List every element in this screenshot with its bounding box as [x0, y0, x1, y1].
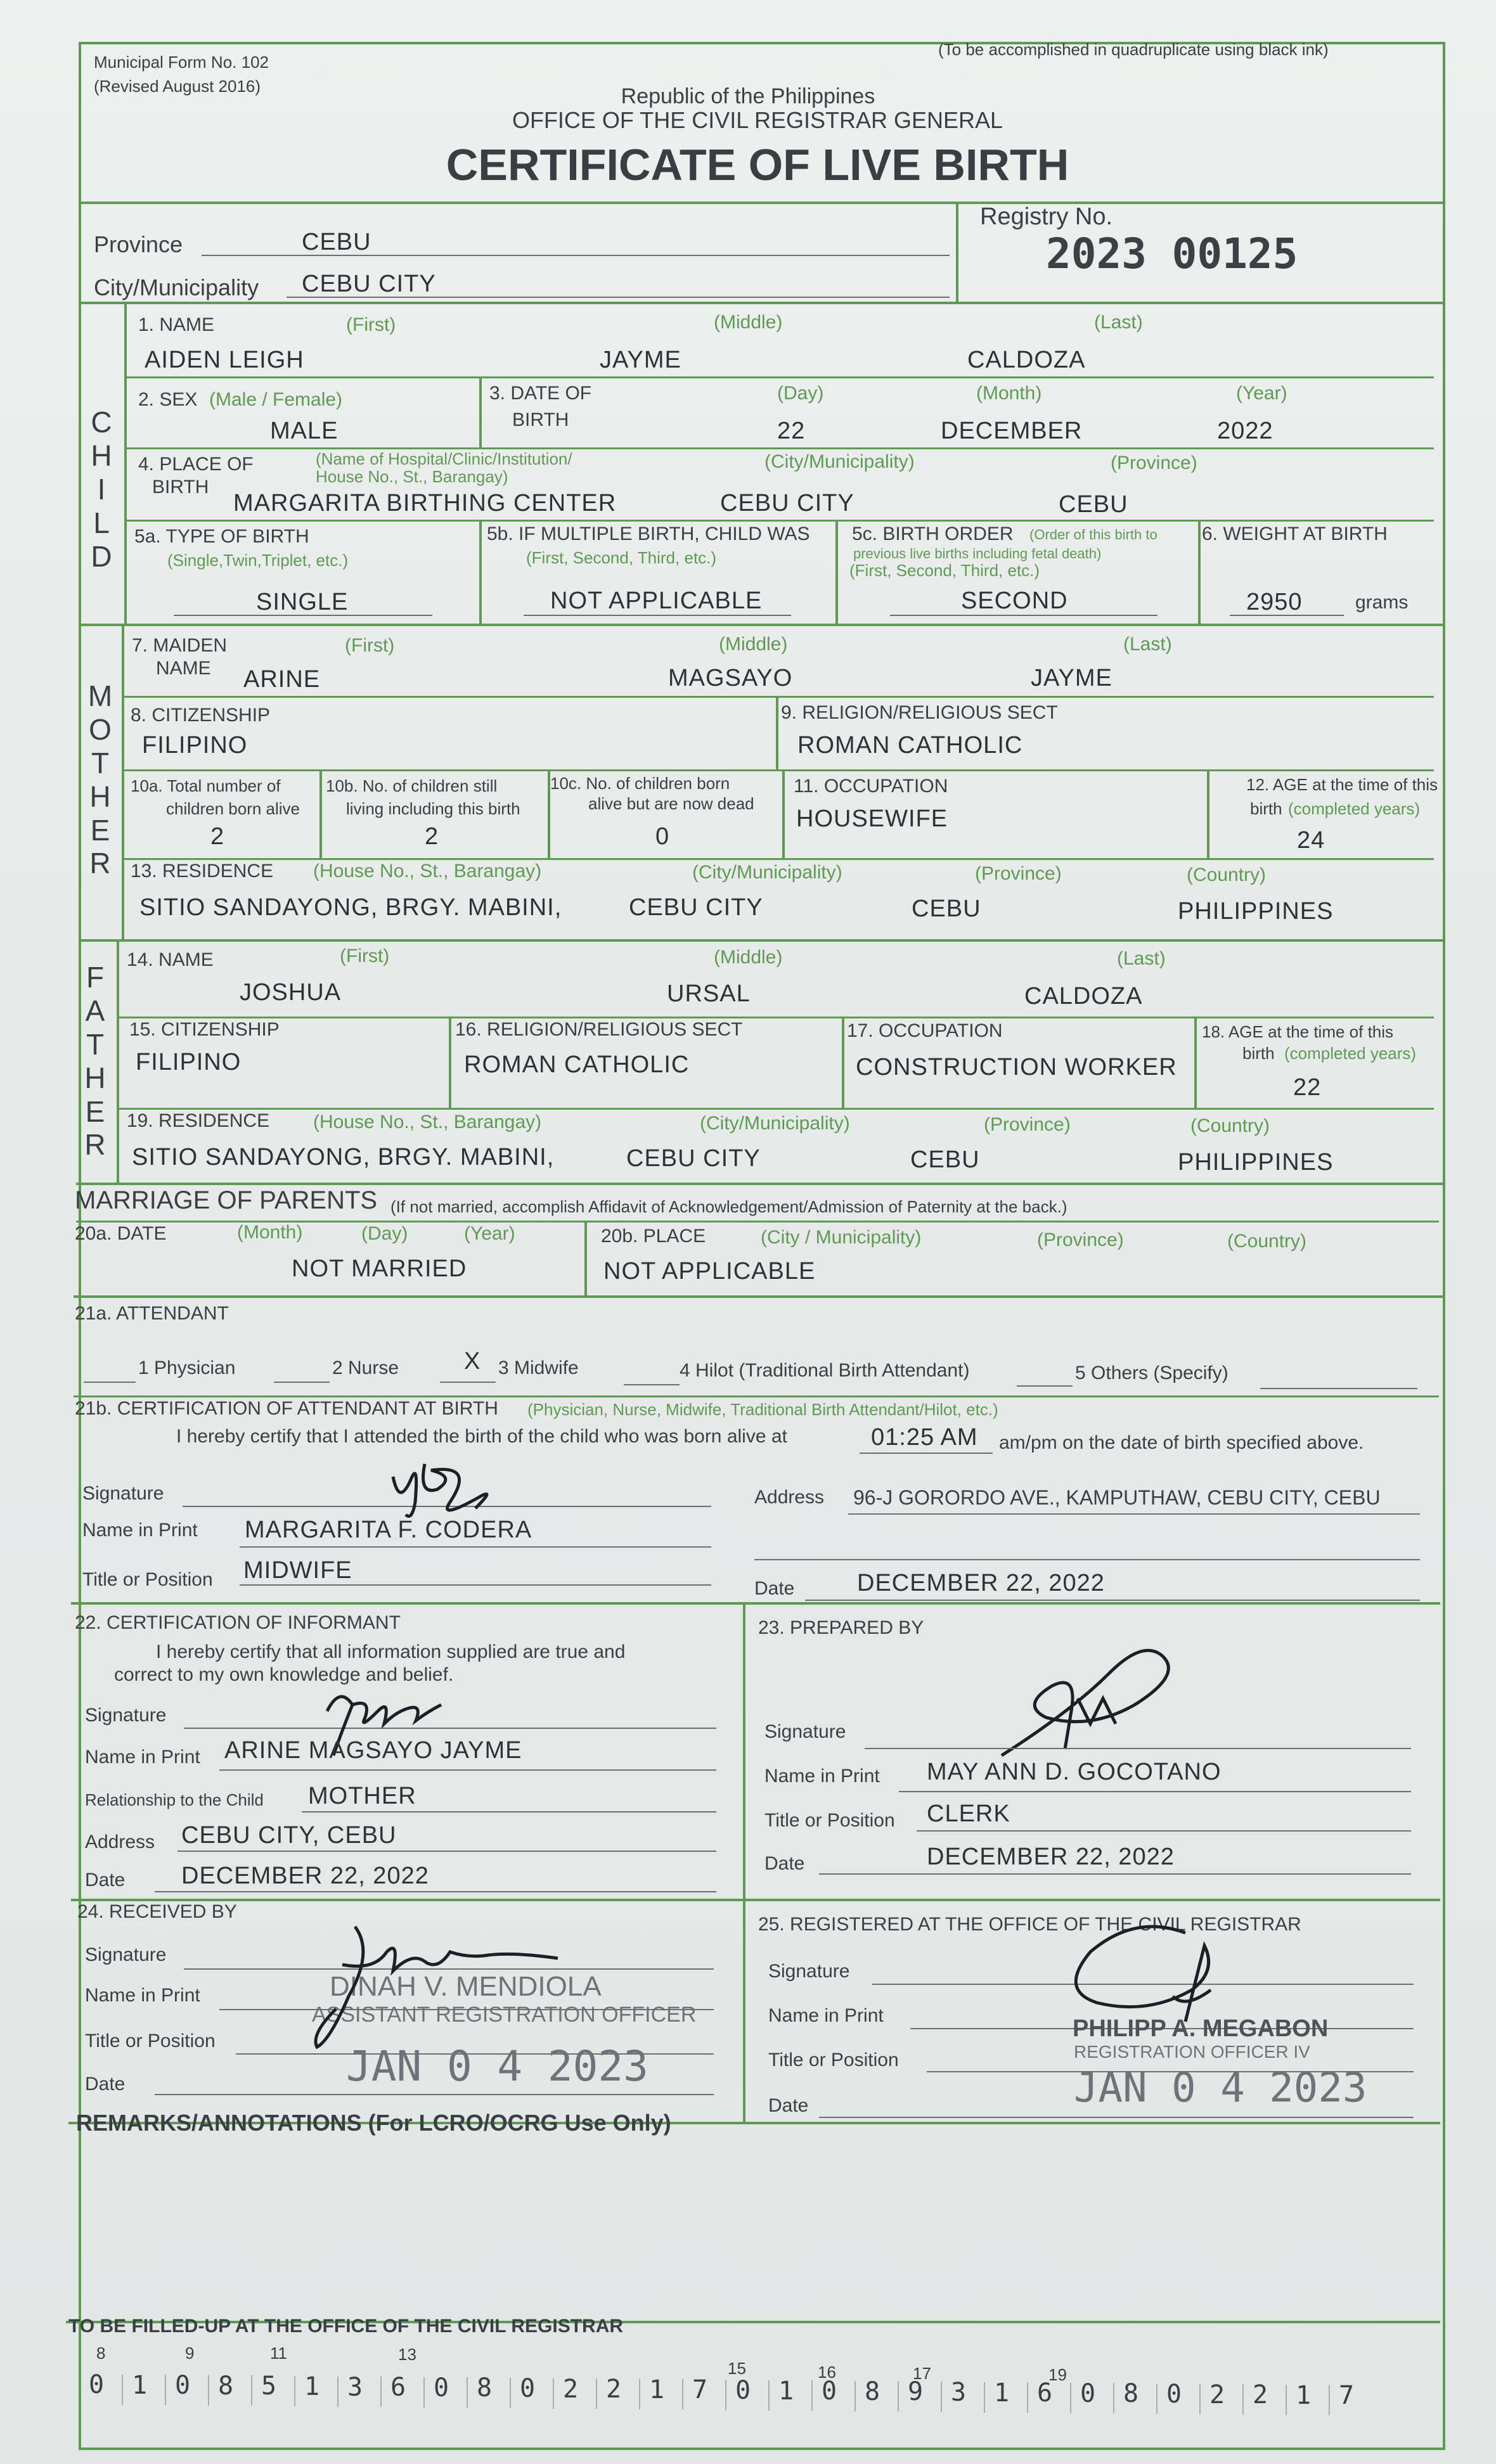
prepared-signature-mark [995, 1635, 1185, 1762]
mother-living-label: 10b. No. of children still [326, 776, 498, 795]
footer-code-digits [89, 2370, 1382, 2415]
footer-code-digit: 2 [606, 2375, 622, 2404]
footer-digit-separator [423, 2377, 425, 2408]
child-type-value: SINGLE [256, 589, 349, 615]
mother-first-label: (First) [345, 635, 395, 656]
prepared-title-label: Title or Position [764, 1810, 895, 1831]
mother-name-label: 7. MAIDEN [132, 635, 228, 656]
child-multiple-hint: (First, Second, Third, etc.) [526, 548, 717, 567]
father-section-label: F A T H E R [84, 961, 106, 1162]
mother-age-hint: (completed years) [1288, 799, 1421, 818]
city-label: City/Municipality [94, 274, 259, 300]
registered-name-label: Name in Print [768, 2005, 884, 2026]
registered-stamp-name: PHILIPP A. MEGABON [1073, 2015, 1329, 2042]
mother-dead-label-2: alive but are now dead [588, 794, 754, 813]
child-order-hint: (Order of this birth to [1029, 527, 1157, 542]
prepared-signature-label: Signature [764, 1721, 846, 1742]
father-first-label: (First) [340, 946, 390, 966]
child-month-label: (Month) [976, 383, 1042, 404]
father-middle-name: URSAL [667, 980, 751, 1007]
child-weight-label: 6. WEIGHT AT BIRTH [1202, 523, 1388, 544]
prepared-name-label: Name in Print [764, 1766, 880, 1787]
attendant-check-mark: X [464, 1348, 481, 1375]
mother-house-label: (House No., St., Barangay) [313, 861, 542, 882]
footer-code-digit: 0 [520, 2374, 536, 2403]
attendant-option-hilot[interactable]: 4 Hilot (Traditional Birth Attendant) [680, 1360, 970, 1381]
child-pob-label: 4. PLACE OF [138, 454, 254, 475]
child-name-label: 1. NAME [138, 314, 215, 335]
footer-field-number: 9 [185, 2344, 195, 2363]
mother-alive-label: 10a. Total number of [131, 776, 281, 795]
child-order-hint-3: (First, Second, Third, etc.) [849, 561, 1040, 580]
prepared-label: 23. PREPARED BY [758, 1617, 924, 1638]
prepared-date-value: DECEMBER 22, 2022 [927, 1844, 1175, 1870]
footer-digit-separator [941, 2382, 942, 2412]
informant-text: I hereby certify that all information supplied are true and [156, 1641, 626, 1662]
informant-label: 22. CERTIFICATION OF INFORMANT [75, 1612, 401, 1633]
attendant-cert-hint: (Physician, Nurse, Midwife, Traditional Birth Attendant/Hilot, etc.) [527, 1400, 998, 1419]
prepared-name-value: MAY ANN D. GOCOTANO [927, 1759, 1222, 1785]
attendant-date-value: DECEMBER 22, 2022 [857, 1570, 1105, 1596]
child-section-label: C H I L D [91, 406, 112, 573]
child-birth-year: 2022 [1217, 418, 1274, 444]
mother-first-name: ARINE [243, 666, 321, 693]
footer-digit-separator [984, 2382, 985, 2413]
attendant-title-value: MIDWIFE [243, 1557, 352, 1584]
footer-code-digit: 6 [390, 2373, 406, 2403]
registered-stamp-title: REGISTRATION OFFICER IV [1074, 2042, 1310, 2062]
marriage-country-label: (Country) [1227, 1231, 1307, 1252]
mother-name-label-2: NAME [156, 658, 211, 679]
footer-code-digit: 0 [735, 2376, 751, 2405]
footer-digit-separator [596, 2378, 597, 2409]
informant-address-value: CEBU CITY, CEBU [181, 1822, 397, 1849]
child-type-label: 5a. TYPE OF BIRTH [134, 526, 309, 547]
remarks-label: REMARKS/ANNOTATIONS (For LCRO/OCRG Use Only) [76, 2110, 671, 2136]
father-house-label: (House No., St., Barangay) [313, 1112, 542, 1133]
footer-digit-separator [1070, 2383, 1071, 2413]
registry-label: Registry No. [980, 203, 1113, 230]
footer-code-digit: 8 [865, 2377, 880, 2406]
attendant-title-label: Title or Position [82, 1569, 213, 1590]
received-name-label: Name in Print [85, 1985, 200, 2006]
mother-occupation-value: HOUSEWIFE [796, 805, 948, 832]
attendant-signature-mark [380, 1451, 513, 1527]
received-title-label: Title or Position [85, 2031, 216, 2051]
attendant-cert-text: I hereby certify that I attended the birth of the child who was born alive at [176, 1426, 787, 1447]
child-pob-place: MARGARITA BIRTHING CENTER [233, 490, 617, 517]
form-number: Municipal Form No. 102 [94, 53, 269, 72]
mother-province-label: (Province) [975, 863, 1062, 884]
child-pob-province-label: (Province) [1111, 452, 1197, 473]
registered-date-label: Date [768, 2095, 809, 2116]
child-weight-unit: grams [1355, 592, 1409, 613]
mother-residence-city: CEBU CITY [629, 894, 763, 921]
mother-living-value: 2 [425, 823, 439, 850]
father-occupation-label: 17. OCCUPATION [847, 1020, 1003, 1041]
father-residence-city: CEBU CITY [626, 1145, 761, 1172]
registered-title-label: Title or Position [768, 2050, 899, 2070]
child-first-name: AIDEN LEIGH [145, 347, 304, 373]
received-signature-mark [304, 1914, 571, 2060]
received-stamp-title: ASSISTANT REGISTRATION OFFICER [312, 2003, 697, 2027]
marriage-date-label: 20a. DATE [75, 1223, 167, 1244]
footer-digit-separator [122, 2375, 123, 2405]
father-province-label: (Province) [984, 1114, 1071, 1135]
footer-code-digit: 0 [1080, 2378, 1096, 2408]
informant-relationship-value: MOTHER [308, 1783, 416, 1809]
father-residence-province: CEBU [910, 1146, 980, 1173]
child-sex-hint: (Male / Female) [209, 389, 343, 410]
father-last-label: (Last) [1117, 948, 1166, 969]
father-name-label: 14. NAME [127, 949, 214, 970]
attendant-name-value: MARGARITA F. CODERA [245, 1517, 532, 1543]
attendant-address-label: Address [754, 1487, 825, 1508]
footer-code-digit: 2 [1253, 2380, 1268, 2410]
child-multiple-label: 5b. IF MULTIPLE BIRTH, CHILD WAS [487, 523, 810, 544]
marriage-city-label: (City / Municipality) [761, 1227, 922, 1248]
informant-name-label: Name in Print [85, 1747, 200, 1768]
mother-age-value: 24 [1297, 827, 1325, 854]
mother-city-label: (City/Municipality) [692, 862, 842, 883]
father-citizenship-label: 15. CITIZENSHIP [129, 1019, 280, 1040]
informant-address-label: Address [85, 1832, 155, 1852]
footer-code-digit: 0 [434, 2373, 449, 2403]
child-dob-label: 3. DATE OF [489, 383, 592, 404]
footer-code-digit: 3 [347, 2372, 363, 2402]
footer-field-number: 19 [1048, 2365, 1067, 2384]
mother-religion-value: ROMAN CATHOLIC [797, 732, 1023, 759]
footer-digit-separator [725, 2380, 726, 2410]
mother-section-label: M O T H E R [87, 679, 113, 880]
mother-living-label-2: living including this birth [346, 799, 520, 818]
footer-digit-separator [1156, 2384, 1157, 2414]
mother-residence-label: 13. RESIDENCE [131, 861, 274, 882]
child-birth-month: DECEMBER [941, 418, 1083, 444]
attendant-date-label: Date [754, 1578, 795, 1599]
attendant-option-midwife[interactable]: 3 Midwife [498, 1357, 579, 1378]
child-middle-label: (Middle) [714, 312, 783, 333]
father-occupation-value: CONSTRUCTION WORKER [856, 1054, 1177, 1081]
footer-digit-separator [898, 2381, 899, 2411]
child-multiple-value: NOT APPLICABLE [550, 587, 763, 614]
child-order-label: 5c. BIRTH ORDER [852, 523, 1014, 544]
child-middle-name: JAYME [600, 347, 681, 373]
document-title: CERTIFICATE OF LIVE BIRTH [446, 140, 1069, 189]
mother-residence-province: CEBU [912, 895, 981, 922]
footer-digit-separator [510, 2378, 511, 2408]
marriage-place-label: 20b. PLACE [601, 1226, 706, 1247]
informant-text-2: correct to my own knowledge and belief. [114, 1664, 454, 1685]
child-last-label: (Last) [1094, 312, 1143, 333]
attendant-cert-text-2: am/pm on the date of birth specified above. [999, 1432, 1364, 1453]
footer-field-number: 8 [96, 2344, 106, 2363]
footer-code-digit: 0 [1166, 2380, 1182, 2409]
child-pob-hint: (Name of Hospital/Clinic/Institution/ [316, 449, 572, 468]
informant-date-value: DECEMBER 22, 2022 [181, 1863, 429, 1889]
footer-code-digit: 1 [649, 2375, 665, 2404]
footer-field-number: 16 [818, 2363, 836, 2382]
footer-code-digit: 7 [692, 2375, 708, 2405]
attendant-option-nurse[interactable]: 2 Nurse [332, 1357, 399, 1378]
footer-digit-separator [208, 2375, 209, 2406]
attendant-label: 21a. ATTENDANT [75, 1303, 229, 1324]
child-order-hint-2: previous live births including fetal death) [853, 546, 1102, 561]
footer-code-digit: 6 [1037, 2378, 1053, 2408]
father-age-value: 22 [1293, 1074, 1322, 1101]
footer-code-digit: 8 [1123, 2379, 1139, 2409]
footer-digit-separator [251, 2375, 252, 2406]
marriage-day-label: (Day) [361, 1223, 408, 1244]
footer-code-digit: 2 [563, 2374, 579, 2404]
footer-digit-separator [165, 2375, 166, 2405]
footer-code-digit: 1 [1296, 2380, 1312, 2410]
footer-code-digit: 1 [304, 2372, 320, 2401]
marriage-month-label: (Month) [237, 1222, 303, 1243]
received-stamp-date: JAN 0 4 2023 [346, 2042, 648, 2091]
informant-date-label: Date [85, 1870, 126, 1890]
footer-label: TO BE FILLED-UP AT THE OFFICE OF THE CIVIL REGISTRAR [68, 2316, 624, 2337]
received-stamp-name: DINAH V. MENDIOLA [330, 1971, 602, 2002]
mother-dead-value: 0 [655, 823, 670, 850]
father-first-name: JOSHUA [240, 979, 342, 1006]
prepared-date-label: Date [764, 1853, 805, 1874]
child-pob-label-2: BIRTH [152, 477, 209, 497]
child-year-label: (Year) [1236, 383, 1287, 404]
footer-digit-separator [467, 2377, 468, 2408]
mother-alive-label-2: children born alive [166, 799, 300, 818]
father-age-label-2: birth [1242, 1044, 1275, 1063]
footer-digit-separator [811, 2380, 813, 2411]
city-value: CEBU CITY [302, 271, 436, 297]
child-pob-hint-2: House No., St., Barangay) [316, 467, 508, 486]
mother-alive-value: 2 [210, 823, 225, 850]
father-city-label: (City/Municipality) [700, 1113, 850, 1134]
footer-field-number: 11 [270, 2344, 287, 2363]
footer-digit-separator [639, 2379, 640, 2409]
prepared-title-value: CLERK [927, 1800, 1010, 1827]
marriage-note: (If not married, accomplish Affidavit of Acknowledgement/Admission of Paternity at the back.) [390, 1197, 1067, 1216]
mother-occupation-label: 11. OCCUPATION [794, 776, 948, 797]
footer-field-number: 13 [398, 2345, 416, 2364]
office-label: OFFICE OF THE CIVIL REGISTRAR GENERAL [512, 107, 1003, 133]
marriage-year-label: (Year) [464, 1223, 515, 1244]
father-middle-label: (Middle) [714, 947, 783, 968]
footer-code-digit: 1 [994, 2378, 1010, 2408]
child-type-hint: (Single,Twin,Triplet, etc.) [167, 551, 349, 570]
received-label: 24. RECEIVED BY [77, 1901, 237, 1922]
marriage-province-label: (Province) [1037, 1229, 1124, 1250]
footer-code-digit: 8 [218, 2371, 234, 2401]
child-dob-label-2: BIRTH [512, 409, 569, 430]
mother-middle-label: (Middle) [719, 634, 788, 655]
footer-field-number: 17 [913, 2364, 931, 2383]
child-first-label: (First) [346, 314, 396, 335]
footer-digit-separator [1329, 2385, 1330, 2415]
footer-code-digit: 9 [908, 2377, 924, 2407]
registered-signature-label: Signature [768, 1961, 850, 1982]
father-last-name: CALDOZA [1024, 983, 1143, 1010]
form-revision: (Revised August 2016) [94, 77, 261, 96]
received-signature-label: Signature [85, 1944, 167, 1965]
footer-digit-separator [1286, 2385, 1287, 2415]
footer-code-digit: 0 [175, 2371, 191, 2401]
child-day-label: (Day) [777, 383, 824, 404]
mother-citizenship-label: 8. CITIZENSHIP [131, 705, 271, 726]
footer-digit-separator [380, 2377, 382, 2407]
mother-residence-country: PHILIPPINES [1178, 898, 1334, 925]
child-sex-value: MALE [270, 418, 339, 444]
footer-digit-separator [854, 2381, 856, 2411]
father-residence-country: PHILIPPINES [1178, 1149, 1334, 1176]
attendant-birth-time: 01:25 AM [871, 1424, 978, 1451]
child-order-value: SECOND [961, 587, 1068, 614]
province-label: Province [94, 231, 183, 257]
republic-label: Republic of the Philippines [621, 84, 875, 108]
footer-digit-separator [1242, 2384, 1244, 2415]
attendant-signature-label: Signature [82, 1483, 164, 1504]
received-date-label: Date [85, 2074, 126, 2095]
footer-code-digit: 5 [261, 2371, 277, 2401]
footer-field-number: 15 [728, 2359, 746, 2378]
province-value: CEBU [302, 229, 371, 255]
father-religion-value: ROMAN CATHOLIC [464, 1051, 690, 1078]
mother-last-label: (Last) [1123, 634, 1172, 655]
mother-religion-label: 9. RELIGION/RELIGIOUS SECT [781, 702, 1058, 723]
attendant-option-physician[interactable]: 1 Physician [138, 1357, 236, 1378]
father-citizenship-value: FILIPINO [136, 1049, 242, 1075]
footer-code-digit: 1 [132, 2370, 148, 2400]
marriage-place-value: NOT APPLICABLE [603, 1258, 816, 1285]
footer-digit-separator [682, 2379, 683, 2409]
form-instruction: (To be accomplished in quadruplicate using black ink) [938, 40, 1329, 59]
footer-code-digit: 3 [951, 2378, 967, 2407]
footer-code-digit: 1 [778, 2376, 794, 2406]
mother-middle-name: MAGSAYO [668, 665, 793, 691]
registry-number: 2023 00125 [1046, 229, 1298, 278]
mother-country-label: (Country) [1187, 864, 1267, 885]
marriage-title: MARRIAGE OF PARENTS [75, 1186, 378, 1214]
father-religion-label: 16. RELIGION/RELIGIOUS SECT [455, 1019, 743, 1040]
child-weight-value: 2950 [1246, 589, 1303, 615]
child-pob-city: CEBU CITY [720, 490, 854, 517]
mother-age-label-2: birth [1250, 799, 1282, 818]
attendant-option-others[interactable]: 5 Others (Specify) [1075, 1363, 1228, 1383]
informant-relationship-label: Relationship to the Child [85, 1790, 264, 1809]
registered-label: 25. REGISTERED AT THE OFFICE OF THE CIVIL REGISTRAR [758, 1914, 1301, 1935]
footer-code-digit: 0 [89, 2370, 105, 2399]
informant-name-value: ARINE MAGSAYO JAYME [224, 1737, 522, 1764]
footer-digit-separator [553, 2378, 554, 2409]
footer-code-digit: 2 [1209, 2380, 1225, 2409]
mother-residence-street: SITIO SANDAYONG, BRGY. MABINI, [139, 894, 562, 921]
mother-dead-label: 10c. No. of children born [550, 774, 730, 793]
attendant-cert-label: 21b. CERTIFICATION OF ATTENDANT AT BIRTH [75, 1398, 498, 1419]
father-residence-street: SITIO SANDAYONG, BRGY. MABINI, [132, 1144, 555, 1171]
father-age-hint: (completed years) [1284, 1044, 1417, 1063]
registered-stamp-date: JAN 0 4 2023 [1074, 2065, 1367, 2112]
child-last-name: CALDOZA [967, 347, 1086, 373]
informant-signature-label: Signature [85, 1705, 167, 1726]
child-pob-province: CEBU [1059, 491, 1128, 518]
mother-age-label: 12. AGE at the time of this [1246, 775, 1438, 794]
attendant-address-value: 96-J GORORDO AVE., KAMPUTHAW, CEBU CITY, CEBU [853, 1486, 1381, 1509]
footer-code-digit: 7 [1339, 2381, 1355, 2411]
footer-digit-separator [1199, 2384, 1201, 2415]
father-residence-label: 19. RESIDENCE [127, 1110, 270, 1131]
registered-signature-mark [1059, 1914, 1223, 2041]
attendant-name-label: Name in Print [82, 1520, 198, 1541]
footer-digit-separator [337, 2377, 339, 2407]
mother-citizenship-value: FILIPINO [142, 732, 248, 759]
footer-digit-separator [768, 2380, 770, 2411]
footer-digit-separator [294, 2376, 295, 2406]
father-age-label: 18. AGE at the time of this [1202, 1022, 1394, 1041]
child-sex-label: 2. SEX [138, 389, 198, 410]
mother-last-name: JAYME [1031, 665, 1112, 691]
child-pob-city-label: (City/Municipality) [764, 451, 915, 472]
child-birth-day: 22 [777, 418, 806, 444]
marriage-date-value: NOT MARRIED [292, 1255, 467, 1282]
footer-digit-separator [1113, 2383, 1114, 2413]
footer-digit-separator [1027, 2382, 1028, 2413]
father-country-label: (Country) [1190, 1115, 1270, 1136]
footer-code-digit: 8 [477, 2373, 493, 2403]
footer-code-digit: 0 [822, 2377, 837, 2406]
